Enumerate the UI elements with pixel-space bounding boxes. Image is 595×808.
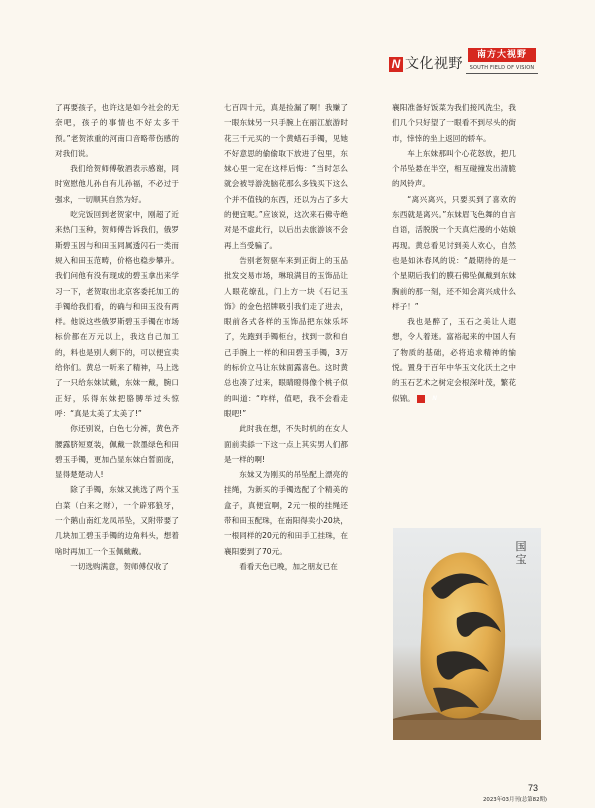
article-column-1: [55, 100, 179, 574]
magazine-badge: 南方大视野: [468, 48, 536, 62]
paragraph-text: 吃完饭回到老贺家中，刚超了近来热门玉种，贺师傅告诉我们，俄罗斯碧玉因与和田玉同属透闪石一类而规入和田玉范畴，价格也稳步攀升。我们问他有没有现成的碧玉拿出来学习一下，老贺取出北京客委托加工的手镯给我们看，的确与和田玉没有两样。他说这些俄罗斯碧玉手镯在市场标价都在万元以上，我这自己加工的，料也是别人剩下的，可以便宜卖给你们。黄总一听来了精神，马上选了一只给东妹试戴，东妹一戴，腕口正好，乐得东妹把胳膊举过头惊呼：“真是太美了太美了!”: [55, 210, 179, 418]
paragraph-text: 告别老贺驱车来到正街上的玉品批发交易市场，琳琅满目的玉饰品让人眼花缭乱，门上方一块《石记玉饰》的金色招牌吸引我们走了进去，眼前各式各样的玉饰品把东妹乐坏了，先跑到手镯柜台，找到一款和自己手腕上一样的和田碧玉手镯，3万的标价立马让东妹面露喜色。这时黄总也凑了过来，眼睛瞪得像个桃子似的叫道：“咋样，值吧，我不会看走眼吧!”: [224, 255, 348, 418]
article-paragraph: [224, 559, 348, 574]
article-paragraph: [224, 467, 348, 559]
paragraph-text: 车上东妹那叫个心花怒放，把几个吊坠悬在半空，相互碰撞发出清脆的风铃声。: [392, 148, 516, 189]
paragraph-text: 看看天色已晚，加之朋友已在: [239, 561, 338, 571]
article-paragraph: [224, 253, 348, 421]
paragraph-text: 我也是醉了，玉石之美让人遐想，令人着迷。富裕起来的中国人有了物质的基础，必将追求精神的愉悦。置身于百年中华玉文化沃土之中的玉石艺术之树定会根深叶茂，繁花似锦。: [392, 317, 516, 403]
magazine-subtitle: SOUTH FIELD OF VISION: [469, 65, 535, 71]
article-paragraph: [224, 100, 348, 253]
paragraph-text: 除了手镯，东妹又挑选了两个玉白菜（白来之财），一个辟邪狼牙，一个鹅山南红龙凤吊坠，又附带要了几块加工碧玉手镯的边角料头，想着啥时再加工一个玉佩戴戴。: [55, 485, 179, 556]
article-paragraph: [55, 207, 179, 421]
article-column-3: [392, 100, 516, 406]
article-paragraph: [224, 421, 348, 467]
magazine-logo-icon: N: [389, 57, 403, 72]
issue-info: 2023年03月刊(总第82期): [483, 797, 547, 803]
jade-stone-photo: [393, 528, 541, 740]
article-column-2: [224, 100, 348, 574]
paragraph-text: 七百四十元，真是捡漏了啊！我赚了一眼东妹另一只手腕上在丽江旅游时花三千元买的一个黄蜡石手镯，见她不好意思的偷偷取下放进了包里，东妹心里一定在这样后悔：“当时怎么就会被导游洗脑花那么多钱买下这么个并不值钱的东西，还以为占了多大的便宜呢。”应该说，这次来石佛寺绝对是不虚此行，以后出去旅游该不会再上当受骗了。: [224, 103, 348, 250]
header-divider: [466, 73, 538, 74]
article-paragraph: [55, 482, 179, 558]
article-paragraph: [55, 161, 179, 207]
paragraph-text: 一切选购满意，贺师傅仅收了: [70, 561, 169, 571]
article-paragraph: [392, 192, 516, 314]
section-title: 文化视野: [405, 56, 463, 72]
article-paragraph: [55, 559, 179, 574]
paragraph-text: 此时我在想，不失时机的在女人面前卖舔一下这一点上其实男人们都是一样的啊!: [224, 424, 348, 464]
article-paragraph: [392, 100, 516, 146]
article-paragraph: [392, 314, 516, 406]
article-paragraph: [55, 100, 179, 161]
paragraph-text: 了再要孩子，也许这是如今社会的无奈吧，孩子的事情也不好太多干预。”老贺浓重的河南口音略带伤感的对我们说。: [55, 103, 179, 158]
article-paragraph: [392, 146, 516, 192]
end-of-article-icon: N: [417, 395, 425, 403]
paragraph-text: 襄阳准备好饭菜为我们接风洗尘，我们几个只好望了一眼看不到尽头的街市，悻悻的坐上返回的轿车。: [392, 103, 516, 143]
paragraph-text: 你还别说，白色七分裤，黄色齐腰露脐短夏装，佩戴一款墨绿色和田碧玉手镯，更加凸显东妹白皙面庞，显得楚楚动人!: [55, 424, 179, 480]
paragraph-text: 我们给贺师傅敬酒表示感谢，同时宽慰他儿孙自有儿孙福，不必过于强求，一切顺其自然为好。: [55, 164, 179, 204]
article-paragraph: [55, 421, 179, 482]
photo-caption-label: 国宝: [515, 540, 527, 566]
paragraph-text: 东妹又为刚买的吊坠配上漂亮的挂绳，为新买的手镯选配了个精美的盒子，真便宜啊，2元一根的挂绳还带和田玉配珠，在南阳得卖小20块，一根同样的20元的和田手工挂珠，在襄阳要到了70元。: [224, 470, 348, 556]
page-number: 73: [528, 783, 539, 793]
paragraph-text: “离兴离兴，只要买到了喜欢的东西就是离兴。”东妹眉飞色舞的自言自语，活脱脱一个天真烂漫的小姑娘再现。黄总看见讨到美人欢心，自然也是如沐春风的说：“最期待的是一个星期后我们的膜石佛坠佩戴到东妹胸前的那一刻，还不知会离兴成什么样子！”: [392, 194, 516, 311]
